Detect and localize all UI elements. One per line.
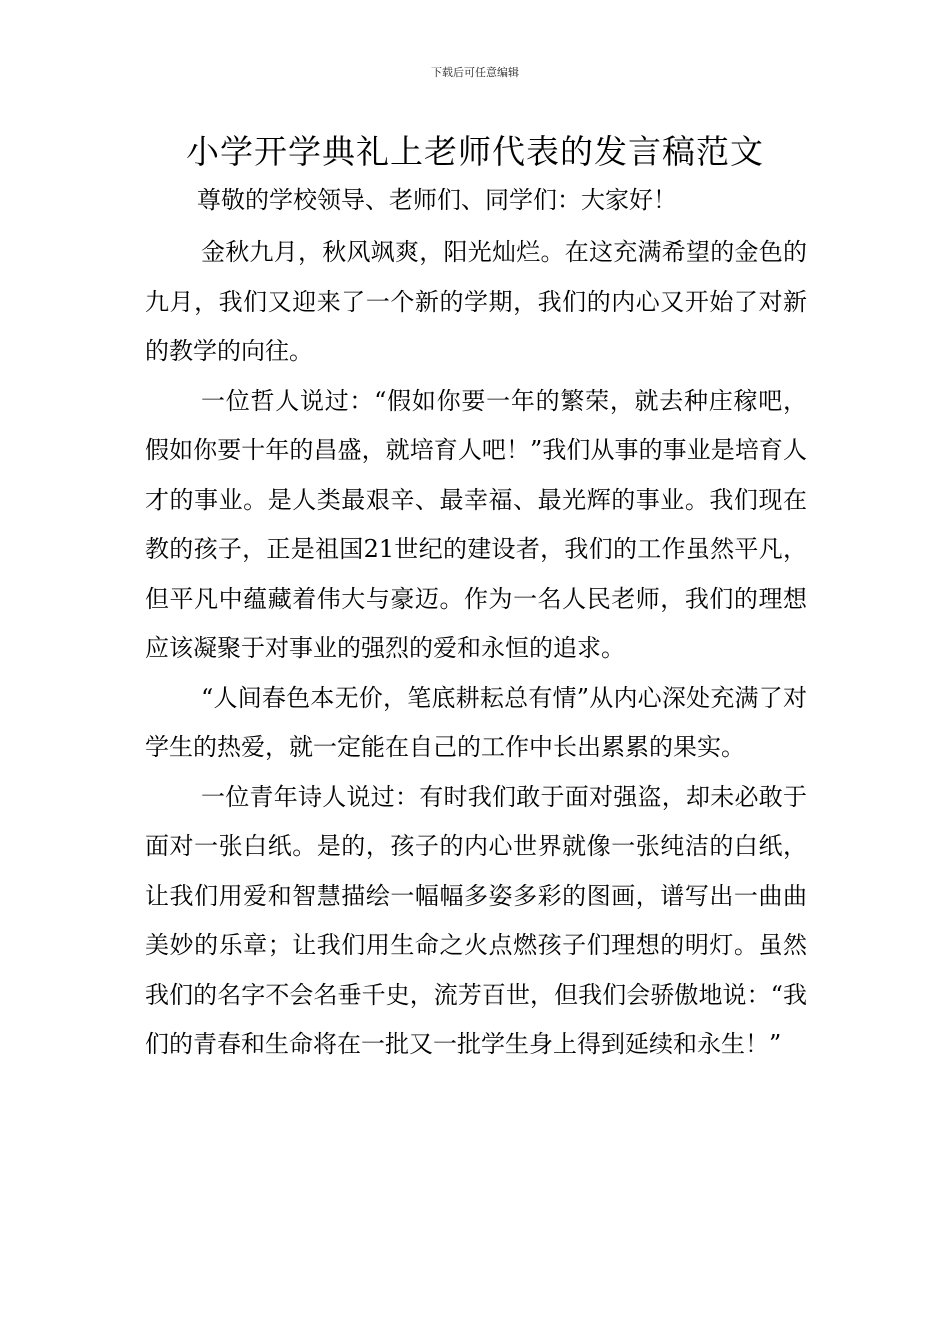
paragraph-4: 一位青年诗人说过：有时我们敢于面对强盗，却未必敢于面对一张白纸。是的，孩子的内心世界就像一张纯洁的白纸，让我们用爱和智慧描绘一幅幅多姿多彩的图画，谱写出一曲曲美妙的乐章；让我们用生命之火点燃孩子们理想的明灯。虽然我们的名字不会名垂千史，流芳百世，但我们会骄傲地说：“我们的青春和生命将在一批又一批学生身上得到延续和永生！” <box>145 782 807 1058</box>
header-note: 下载后可任意编辑 <box>431 66 519 79</box>
document-body <box>145 228 807 1070</box>
paragraph-2: 一位哲人说过：“假如你要一年的繁荣，就去种庄稼吧，假如你要十年的昌盛，就培育人吧！”我们从事的事业是培育人才的事业。是人类最艰辛、最幸福、最光辉的事业。我们现在教的孩子，正是祖国21世纪的建设者，我们的工作虽然平凡，但平凡中蕴藏着伟大与豪迈。作为一名人民老师，我们的理想应该凝聚于对事业的强烈的爱和永恒的追求。 <box>145 386 807 662</box>
document-title: 小学开学典礼上老师代表的发言稿范文 <box>186 132 764 171</box>
paragraph-1: 金秋九月，秋风飒爽，阳光灿烂。在这充满希望的金色的九月，我们又迎来了一个新的学期，我们的内心又开始了对新的教学的向往。 <box>145 238 807 365</box>
salutation: 尊敬的学校领导、老师们、同学们：大家好！ <box>197 186 677 214</box>
paragraph-3: “人间春色本无价，笔底耕耘总有情”从内心深处充满了对学生的热爱，就一定能在自己的工作中长出累累的果实。 <box>145 683 807 761</box>
